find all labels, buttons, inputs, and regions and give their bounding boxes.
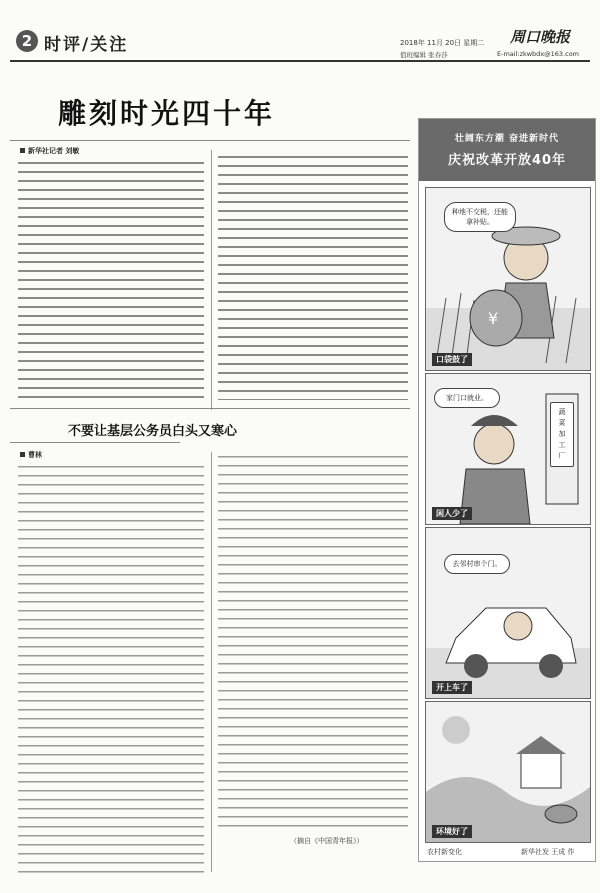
speech-bubble-3: 去邻村串个门。 xyxy=(444,554,510,574)
column-divider xyxy=(211,150,212,410)
article-2-body-column-2 xyxy=(218,452,408,832)
speech-bubble-1: 种地不交税，还能拿补贴。 xyxy=(444,202,516,232)
frame-3-caption: 开上车了 xyxy=(432,681,472,694)
article-byline: 新华社记者 刘敏 xyxy=(20,146,79,156)
article-headline: 雕刻时光四十年 xyxy=(58,97,276,130)
subhead-divider xyxy=(10,442,180,443)
frame-2-caption: 闲人少了 xyxy=(432,507,472,520)
panel-footer-left: 农村新变化 xyxy=(427,848,462,856)
illustration-panel xyxy=(418,118,596,862)
panel-header xyxy=(419,119,595,181)
article-2-credit: （摘自《中国青年报》） xyxy=(290,837,364,845)
panel-slogan: 壮阔东方潮 奋进新时代 xyxy=(454,134,560,144)
factory-sign: 蔬菜加工厂 xyxy=(550,402,574,467)
village-scenery-illustration xyxy=(426,702,590,842)
cartoon-frame-3 xyxy=(425,527,591,699)
panel-footer-right: 新华社发 王成 作 xyxy=(521,848,575,856)
headline-divider xyxy=(10,140,410,141)
svg-text:¥: ¥ xyxy=(488,309,499,328)
cartoon-frame-1 xyxy=(425,187,591,371)
editors: 值班编辑 张春莎 xyxy=(400,51,448,59)
panel-title: 庆祝改革开放40年 xyxy=(447,153,567,168)
article-divider xyxy=(10,408,410,409)
frame-4-caption: 环境好了 xyxy=(432,825,472,838)
cartoon-frame-2 xyxy=(425,373,591,525)
article-2-headline: 不要让基层公务员白头又寒心 xyxy=(68,424,238,439)
date-line: 2018年 11月 20日 星期二 xyxy=(400,39,485,47)
article-2-byline: 曹林 xyxy=(20,450,42,460)
speech-bubble-2: 家门口就业。 xyxy=(434,388,500,408)
paper-name: 周口晚报 xyxy=(510,28,571,46)
page-number: 2 xyxy=(16,30,38,52)
column-divider-2 xyxy=(211,452,212,872)
frame-1-caption: 口袋鼓了 xyxy=(432,353,472,366)
article-body-column-1 xyxy=(18,158,204,398)
article-2-body-column-1 xyxy=(18,462,204,874)
section-title: 时评/关注 xyxy=(44,35,129,55)
header-divider xyxy=(10,60,590,62)
email: E-mail:zkwbdx@163.com xyxy=(497,50,580,58)
page-header xyxy=(10,8,590,70)
article-body-column-2 xyxy=(218,152,408,400)
cartoon-frame-4 xyxy=(425,701,591,843)
